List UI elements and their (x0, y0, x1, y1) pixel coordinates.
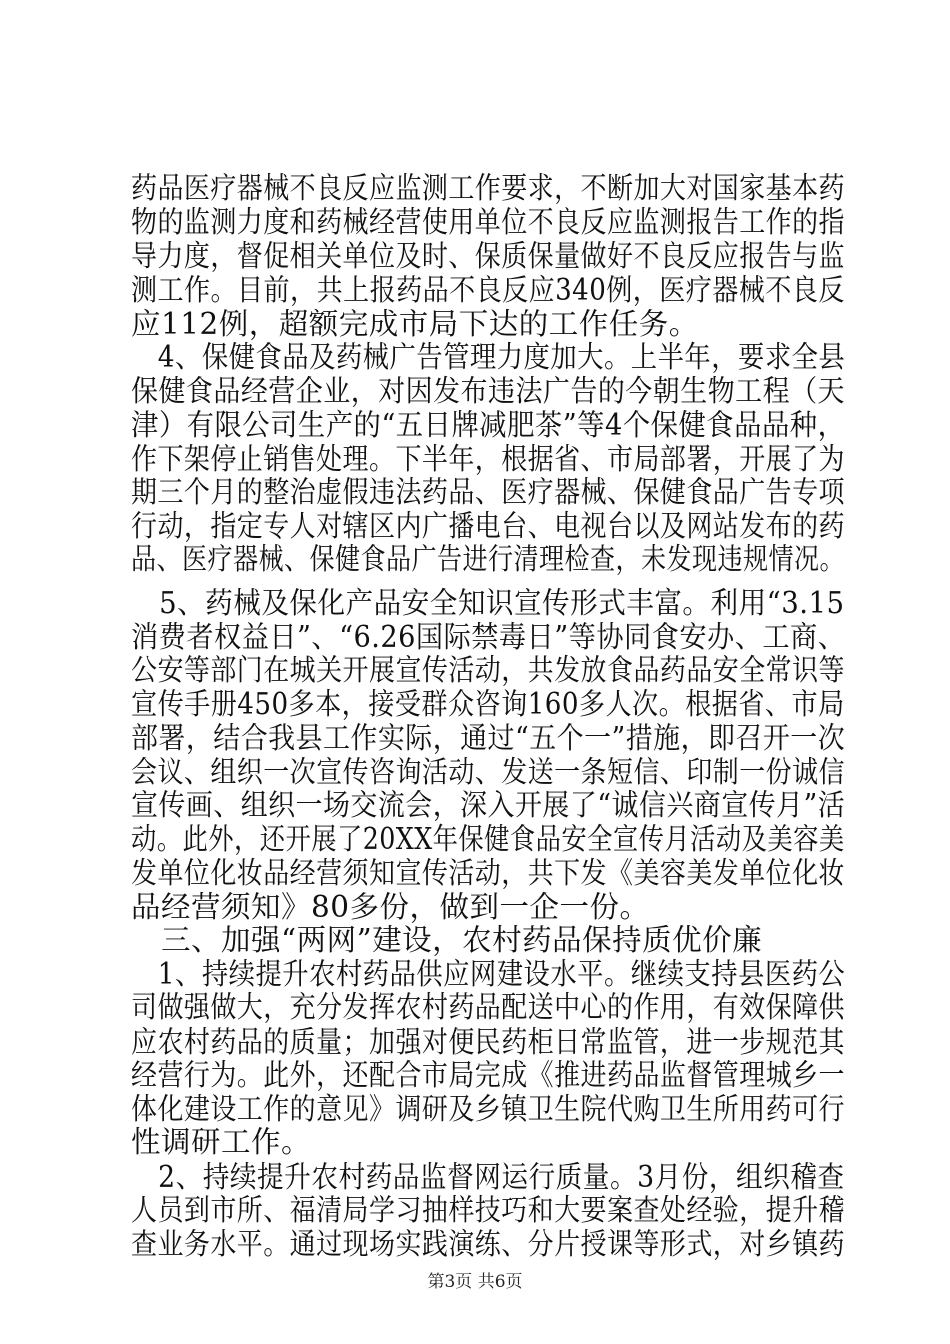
text-line: 查业务水平。通过现场实践演练、分片授课等形式，对乡镇药 (131, 1227, 846, 1261)
text-line: 4、保健食品及药械广告管理力度加大。上半年，要求全县 (131, 340, 846, 375)
text-line: 保健食品经营企业，对因发布违法广告的今朝生物工程（天 (131, 374, 846, 409)
text-line: 消费者权益日”、“6.26国际禁毒日”等协同食安办、工商、 (131, 620, 846, 654)
text-line: 司做强做大，充分发挥农村药品配送中心的作用，有效保障供 (131, 990, 846, 1025)
text-line: 会议、组织一次宣传咨询活动、发送一条短信、印制一份诚信 (131, 754, 846, 789)
text-line: 2、持续提升农村药品监督网运行质量。3月份，组织稽查 (131, 1159, 845, 1194)
text-line: 性调研工作。 (131, 1125, 312, 1160)
text-line: 药品医疗器械不良反应监测工作要求，不断加大对国家基本药 (131, 171, 846, 205)
text-line: 1、持续提升农村药品供应网建设水平。继续支持县医药公 (131, 957, 846, 992)
text-line: 应112例，超额完成市局下达的工作任务。 (131, 306, 699, 341)
text-line: 测工作。目前，共上报药品不良反应340例，医疗器械不良反 (131, 272, 845, 307)
text-line: 公安等部门在城关开展宣传活动，共发放食品药品安全常识等 (131, 653, 846, 688)
text-line: 经营行为。此外，还配合市局完成《推进药品监督管理城乡一 (131, 1057, 846, 1092)
text-line: 宣传画、组织一场交流会，深入开展了“诚信兴商宣传月”活 (131, 788, 846, 823)
text-line: 品、医疗器械、保健食品广告进行清理检查，未发现违规情况。 (131, 542, 846, 577)
text-line: 导力度，督促相关单位及时、保质保量做好不良反应报告与监 (131, 239, 846, 274)
text-line: 部署，结合我县工作实际，通过“五个一”措施，即召开一次 (131, 720, 846, 755)
text-line: 发单位化妆品经营须知宣传活动，共下发《美容美发单位化妆 (131, 855, 846, 890)
text-line: 人员到市所、福清局学习抽样技巧和大要案查处经验，提升稽 (131, 1192, 846, 1227)
text-line: 物的监测力度和药械经营使用单位不良反应监测报告工作的指 (131, 205, 846, 240)
text-line: 津）有限公司生产的“五日牌减肥茶”等4个保健食品品种， (131, 407, 846, 442)
text-line: 期三个月的整治虚假违法药品、医疗器械、保健食品广告专项 (131, 474, 846, 509)
text-line: 品经营须知》80多份，做到一企一份。 (131, 889, 650, 924)
text-line: 动。此外，还开展了20XX年保健食品安全宣传月活动及美容美 (131, 822, 845, 857)
page-footer: 第3页 共6页 (427, 1272, 523, 1292)
text-line: 体化建设工作的意见》调研及乡镇卫生院代购卫生所用药可行 (131, 1092, 846, 1127)
text-line: 行动，指定专人对辖区内广播电台、电视台以及网站发布的药 (131, 509, 846, 544)
text-line: 应农村药品的质量；加强对便民药柜日常监管，进一步规范其 (131, 1024, 846, 1059)
text-line: 三、加强“两网”建设，农村药品保持质优价廉 (131, 923, 763, 958)
text-line: 5、药械及保化产品安全知识宣传形式丰富。利用“3.15 (131, 585, 845, 620)
text-line: 宣传手册450多本，接受群众咨询160多人次。根据省、市局 (131, 687, 845, 722)
text-line: 作下架停止销售处理。下半年，根据省、市局部署，开展了为 (131, 441, 846, 476)
